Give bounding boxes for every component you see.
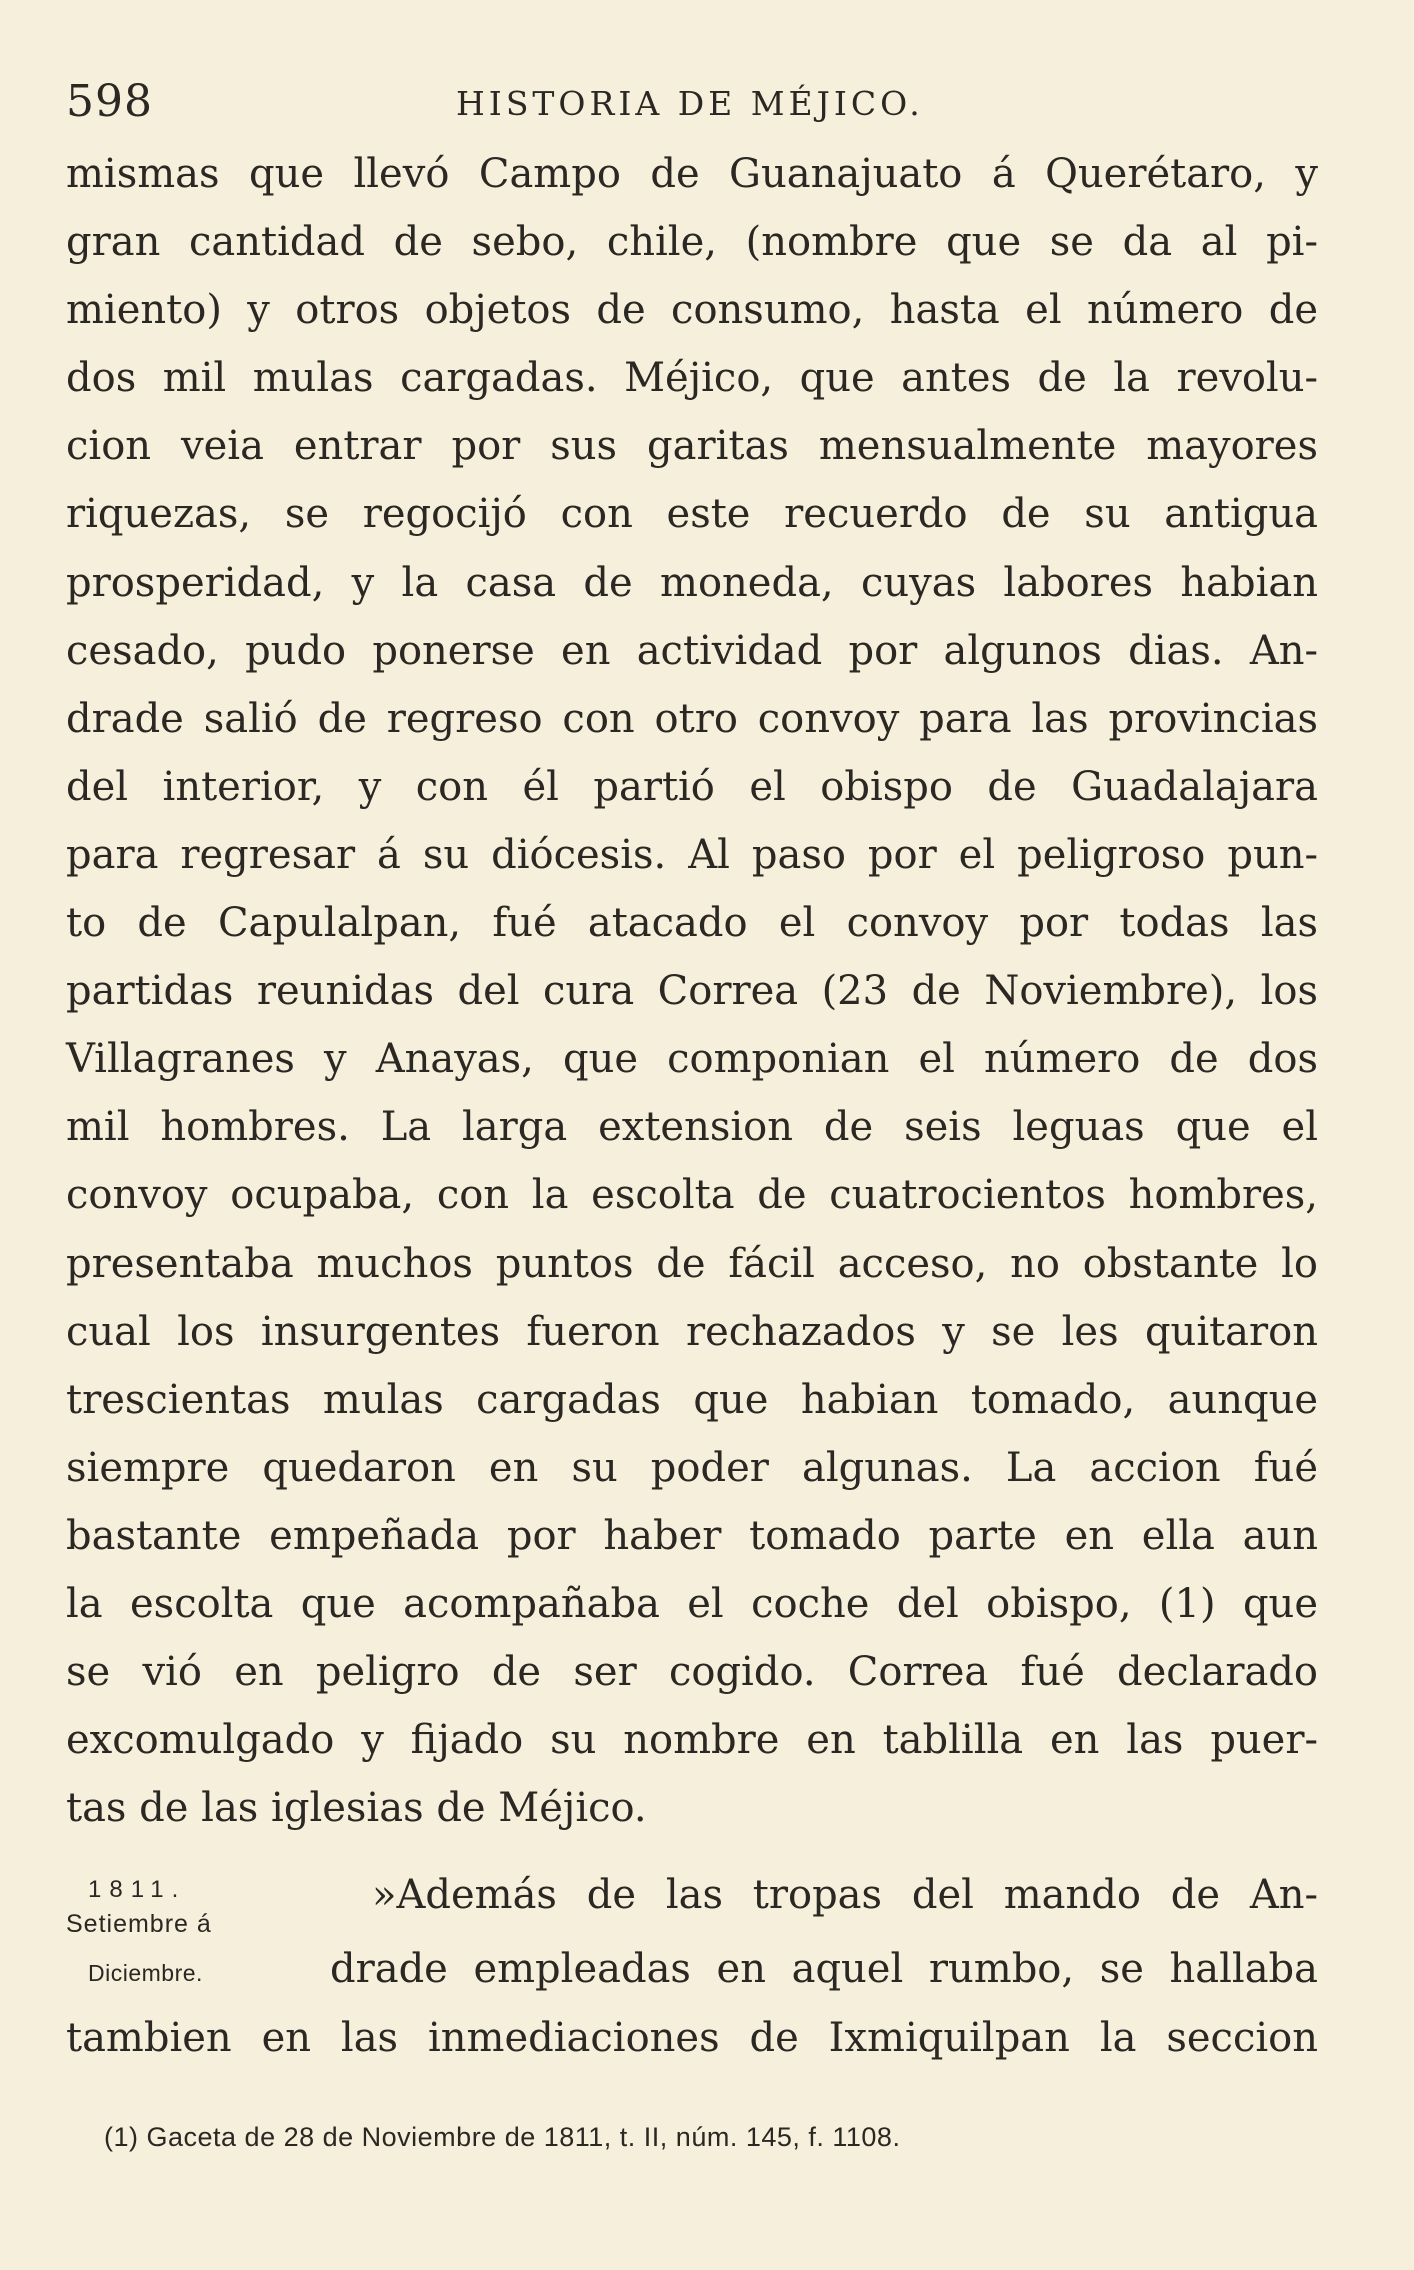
text-line: convoy ocupaba, con la escolta de cuatrocientos hombres, (66, 1172, 1318, 1219)
text-line: siempre quedaron en su poder algunas. La accion fué (66, 1444, 1318, 1491)
page-header (66, 68, 1318, 128)
text-line: excomulgado y fijado su nombre en tablilla en las puer- (66, 1717, 1318, 1764)
text-line: drade empleadas en aquel rumbo, se hallaba (330, 1946, 1318, 1992)
text-line: bastante empeñada por haber tomado parte en ella aun (66, 1512, 1318, 1559)
text-line: drade salió de regreso con otro convoy para las provincias (66, 695, 1318, 742)
text-line: miento) y otros objetos de consumo, hasta el número de (66, 287, 1318, 334)
text-line: se vió en peligro de ser cogido. Correa fué declarado (66, 1649, 1318, 1696)
text-line: la escolta que acompañaba el coche del obispo, (1) que (66, 1580, 1318, 1627)
text-line: dos mil mulas cargadas. Méjico, que antes de la revolu- (66, 355, 1318, 402)
text-line: tas de las iglesias de Méjico. (66, 1785, 647, 1832)
text-line: del interior, y con él partió el obispo de Guadalajara (66, 763, 1318, 810)
margin-note-line: Diciembre. (88, 1960, 203, 1986)
footnote: (1) Gaceta de 28 de Noviembre de 1811, t. II, núm. 145, f. 1108. (104, 2122, 901, 2152)
text-line: Villagranes y Anayas, que componian el número de dos (66, 1036, 1318, 1083)
margin-note-year: 1811. (88, 1876, 187, 1903)
margin-note-line: Setiembre á (66, 1910, 212, 1938)
text-line: cesado, pudo ponerse en actividad por algunos dias. An- (66, 627, 1318, 674)
text-line: para regresar á su diócesis. Al paso por el peligroso pun- (66, 831, 1318, 878)
text-line: prosperidad, y la casa de moneda, cuyas labores habian (66, 559, 1318, 606)
running-head: HISTORIA DE MÉJICO. (456, 84, 924, 123)
text-line: riquezas, se regocijó con este recuerdo de su antigua (66, 491, 1318, 538)
text-line: mismas que llevó Campo de Guanajuato á Querétaro, y (66, 151, 1318, 197)
text-line: tambien en las inmediaciones de Ixmiquilpan la seccion (66, 2015, 1318, 2061)
page-number: 598 (66, 76, 153, 127)
text-line: gran cantidad de sebo, chile, (nombre que se da al pi- (66, 219, 1318, 266)
text-line: cion veia entrar por sus garitas mensualmente mayores (66, 423, 1318, 470)
text-line: cual los insurgentes fueron rechazados y se les quitaron (66, 1308, 1318, 1355)
text-line: mil hombres. La larga extension de seis leguas que el (66, 1104, 1318, 1151)
text-line: to de Capulalpan, fué atacado el convoy por todas las (66, 900, 1318, 947)
text-line: partidas reunidas del cura Correa (23 de Noviembre), los (66, 968, 1318, 1015)
text-line: presentaba muchos puntos de fácil acceso, no obstante lo (66, 1240, 1318, 1287)
body-paragraph (66, 140, 1318, 1842)
paragraph-opening-line: »Además de las tropas del mando de An- (372, 1872, 1318, 1918)
text-line: trescientas mulas cargadas que habian tomado, aunque (66, 1376, 1318, 1423)
